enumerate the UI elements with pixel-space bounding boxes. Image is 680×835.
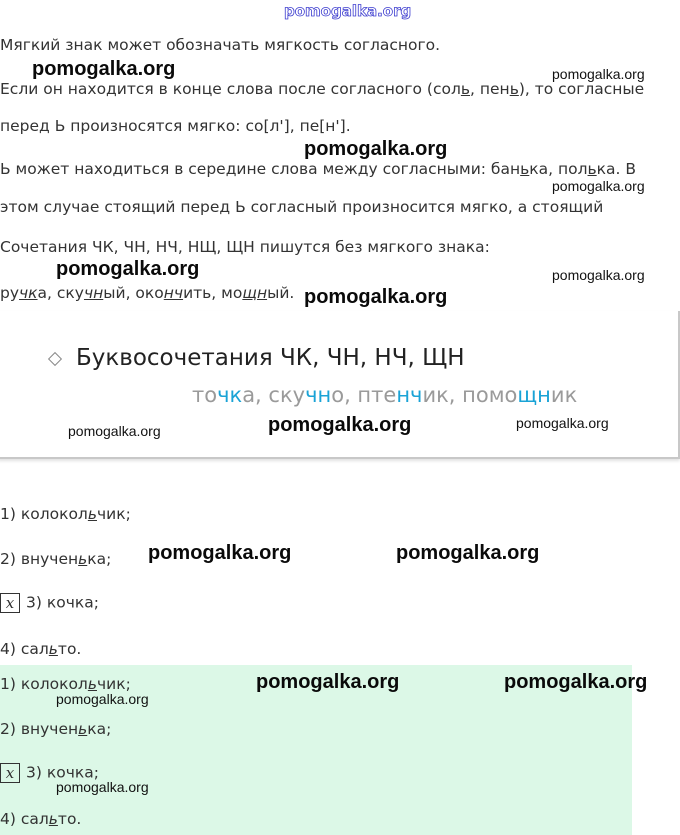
soft-sign: ь	[48, 810, 58, 828]
rule-line-3: перед Ь произносятся мягко: со[л'], пе[н'].	[0, 117, 351, 135]
highlighted-letters: щн	[517, 383, 551, 407]
highlighted-letters: чн	[305, 383, 332, 407]
option-text: сал	[15, 640, 49, 658]
text-segment: ру	[0, 284, 20, 302]
option-text: кочка;	[41, 593, 99, 612]
watermark: pomogalka.org	[268, 414, 412, 436]
option-number: 1)	[0, 505, 16, 523]
watermark: pomogalka.org	[516, 415, 609, 431]
option-text: ка;	[87, 550, 112, 568]
watermark: pomogalka.org	[68, 423, 161, 439]
watermark: pomogalka.org	[552, 178, 645, 194]
option-number: 3)	[26, 763, 42, 782]
underlined-letters: чк	[19, 284, 38, 302]
underlined-letters: щн	[242, 284, 268, 302]
soft-sign: ь	[87, 505, 97, 523]
option-text: чик;	[96, 675, 131, 693]
watermark: pomogalka.org	[396, 542, 540, 564]
underlined-letters: чн	[83, 284, 104, 302]
option-text: внучен	[15, 550, 79, 568]
option-4	[0, 640, 81, 658]
option-2	[0, 550, 111, 568]
card-examples	[192, 383, 577, 407]
highlighted-letters: нч	[396, 383, 423, 407]
watermark: pomogalka.org	[504, 671, 648, 693]
diamond-icon	[48, 352, 62, 366]
option-number: 3)	[26, 593, 42, 612]
watermark: pomogalka.org	[32, 58, 176, 80]
answer-option-2	[0, 720, 111, 738]
option-number: 1)	[0, 675, 16, 693]
watermark: pomogalka.org	[56, 258, 200, 280]
watermark: pomogalka.org	[256, 671, 400, 693]
option-text: чик;	[96, 505, 131, 523]
option-text: то.	[57, 640, 82, 658]
watermark: pomogalka.org	[304, 286, 448, 308]
option-text: колокол	[15, 505, 88, 523]
answer-mark-box: x	[0, 763, 20, 783]
text-segment: а, ску	[37, 284, 84, 302]
watermark: pomogalka.org	[56, 779, 149, 795]
text-segment: ый.	[267, 284, 295, 302]
answer-option-4	[0, 810, 81, 828]
underlined-letters: нч	[163, 284, 184, 302]
rule-line-5: этом случае стоящий перед Ь согласный произносится мягко, а стоящий	[0, 198, 604, 216]
rule-line-7	[0, 284, 294, 302]
option-text: сал	[15, 810, 49, 828]
example-segment: а, ску	[242, 383, 306, 407]
soft-sign: ь	[87, 675, 97, 693]
highlighted-letters: чк	[217, 383, 243, 407]
watermark: pomogalka.org	[552, 267, 645, 283]
watermark: pomogalka.org	[552, 66, 645, 82]
example-segment: ик	[550, 383, 578, 407]
example-segment: ик, помо	[422, 383, 518, 407]
option-number: 4)	[0, 810, 16, 828]
option-text: кочка;	[41, 763, 99, 782]
rule-line-6: Сочетания ЧК, ЧН, НЧ, НЩ, ЩН пишутся без мягкого знака:	[0, 238, 490, 256]
rule-line-1: Мягкий знак может обозначать мягкость согласного.	[0, 36, 441, 54]
soft-sign: ь	[78, 720, 88, 738]
option-text: то.	[57, 810, 82, 828]
option-3	[0, 593, 99, 613]
option-text: колокол	[15, 675, 88, 693]
soft-sign: ь	[48, 640, 58, 658]
card-title: Буквосочетания ЧК, ЧН, НЧ, ЩН	[76, 345, 465, 371]
option-number: 4)	[0, 640, 16, 658]
soft-sign: ь	[78, 550, 88, 568]
option-number: 2)	[0, 720, 16, 738]
example-segment: о, пте	[331, 383, 397, 407]
rule-line-4: Ь может находиться в середине слова между согласными: банька, полька. В	[0, 160, 637, 178]
option-1	[0, 505, 131, 523]
watermark: pomogalka.org	[148, 542, 292, 564]
watermark: pomogalka.org	[56, 691, 149, 707]
example-segment: то	[192, 383, 218, 407]
option-text: ка;	[87, 720, 112, 738]
option-number: 2)	[0, 550, 16, 568]
answer-mark-box: x	[0, 593, 20, 613]
watermark: pomogalka.org	[304, 138, 448, 160]
watermark-top: pomogalka.org	[284, 2, 412, 20]
text-segment: ый, око	[103, 284, 164, 302]
rule-line-2: Если он находится в конце слова после согласного (соль, пень), то согласные	[0, 80, 645, 98]
text-segment: ить, мо	[183, 284, 243, 302]
option-text: внучен	[15, 720, 79, 738]
